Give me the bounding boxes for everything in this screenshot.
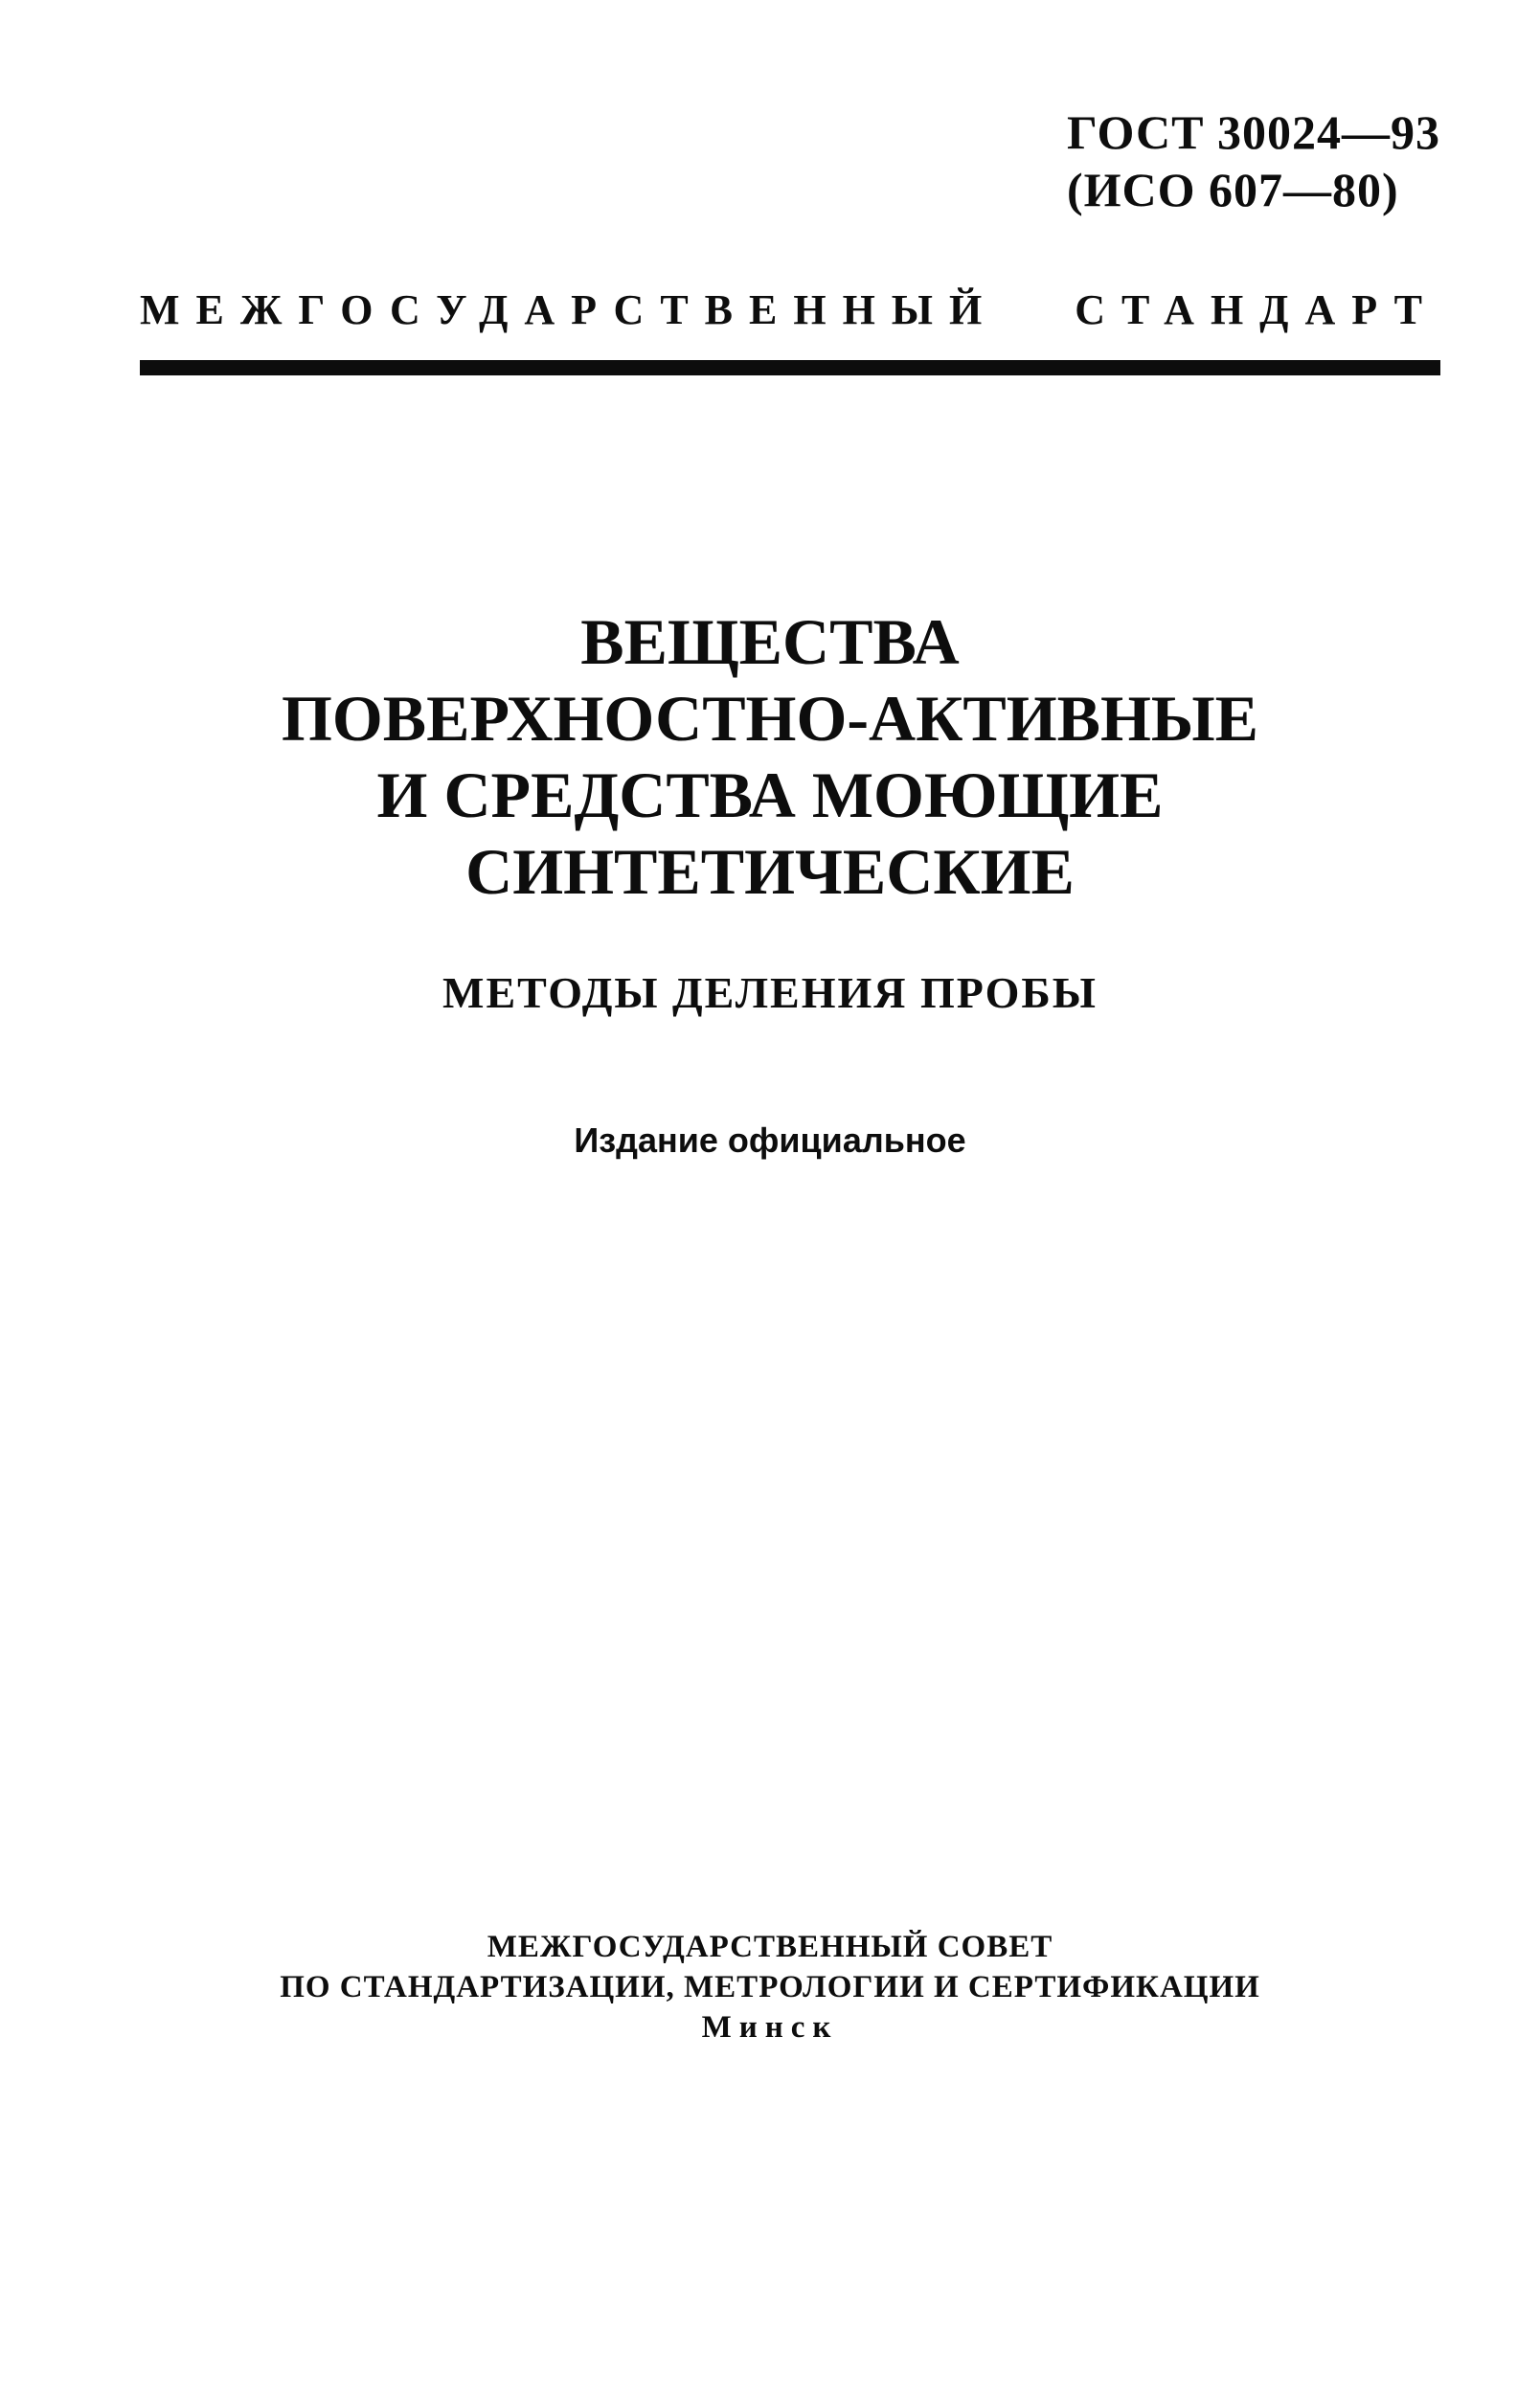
title-line-1: ВЕЩЕСТВА [580, 605, 960, 678]
document-code [1067, 103, 1440, 218]
publisher-line-2: ПО СТАНДАРТИЗАЦИИ, МЕТРОЛОГИИ И СЕРТИФИКАЦИИ [280, 1970, 1260, 2004]
gost-number: ГОСТ 30024—93 [1066, 105, 1440, 159]
heading-rule [140, 360, 1440, 375]
edition-label: Издание официальное [574, 1120, 966, 1160]
publisher-line-1: МЕЖГОСУДАРСТВЕННЫЙ СОВЕТ [487, 1930, 1053, 1964]
standard-type-right: СТАНДАРТ [1075, 286, 1438, 333]
document-subtitle: МЕТОДЫ ДЕЛЕНИЯ ПРОБЫ [442, 968, 1098, 1017]
document-title [0, 603, 1540, 910]
iso-number: (ИСО 607—80) [1066, 163, 1399, 216]
standard-type-left: МЕЖГОСУДАРСТВЕННЫЙ [140, 286, 999, 333]
title-line-3: И СРЕДСТВА МОЮЩИЕ [376, 758, 1164, 831]
publisher-block [0, 1927, 1540, 2048]
standard-type-heading [140, 285, 1438, 334]
title-line-4: СИНТЕТИЧЕСКИЕ [465, 835, 1075, 908]
title-line-2: ПОВЕРХНОСТНО-АКТИВНЫЕ [281, 682, 1259, 755]
publisher-city: Минск [701, 2010, 839, 2045]
